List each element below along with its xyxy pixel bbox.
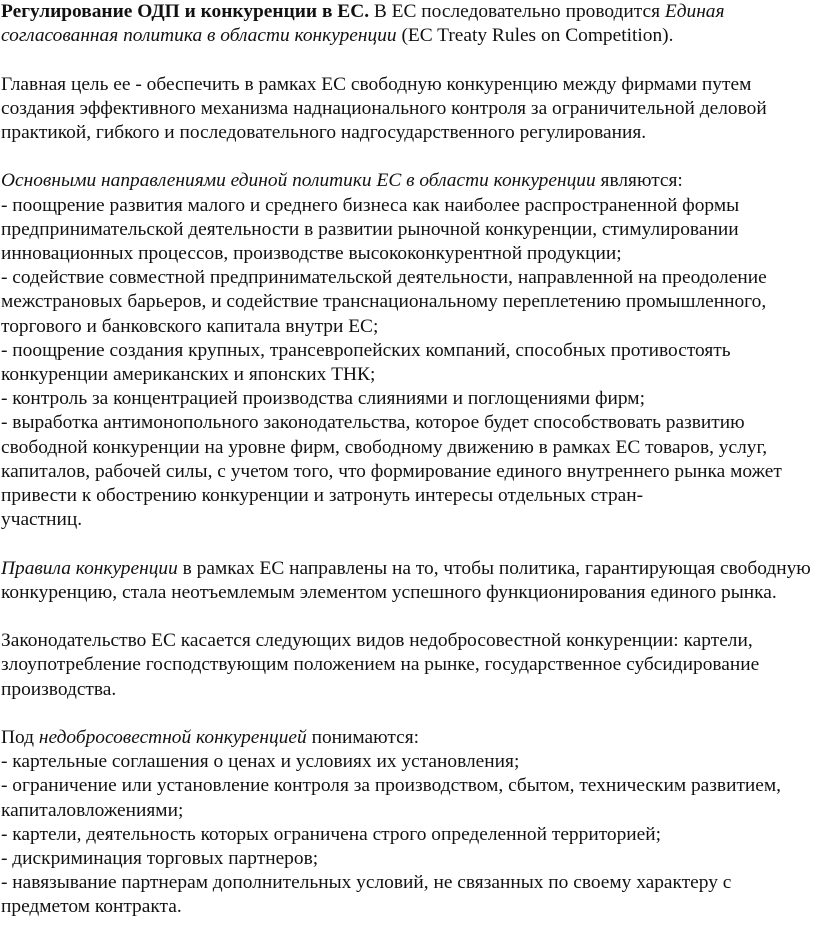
rules-text: в рамках ЕС направлены на то, чтобы политика, гарантирующая свободную конкуренцию, стала неотъемлемым элементом успешного функционирования единого рынка. — [1, 557, 811, 603]
goal-paragraph: Главная цель ее - обеспечить в рамках ЕС свободную конкуренцию между фирмами путем создания эффективного механизма наднационального контроля за ограничительной деловой практикой, гибкого и последовательного надгосударственного регулирования. — [1, 73, 767, 143]
unfair-item: - картели, деятельность которых ограничена строго определенной территорией; — [1, 823, 662, 845]
paragraph-gap — [1, 145, 816, 169]
unfair-suffix: понимаются: — [306, 727, 420, 749]
directions-heading-term: Основными направлениями единой политики ЕС в области конкуренции — [1, 170, 596, 192]
unfair-term: недобросовестной конкуренцией — [38, 727, 307, 749]
rules-paragraph — [1, 557, 816, 605]
document-title: Регулирование ОДП и конкуренции в ЕС. — [1, 1, 370, 22]
unfair-prefix: Под — [1, 727, 39, 749]
intro-paragraph — [1, 0, 816, 48]
intro-text-2: (EC Treaty Rules on Competition). — [396, 25, 674, 47]
policy-name: Единая согласованная политика в области конкуренции — [1, 1, 725, 47]
paragraph-gap — [1, 605, 816, 629]
directions-item: - содействие совместной предпринимательской деятельности, направленной на преодоление межстрановых барьеров, и содействие транснациональному переплетению промышленного, торгового и банковского капитала внутри ЕС; — [1, 267, 767, 337]
directions-heading-tail: являются: — [595, 170, 683, 192]
legislation-paragraph: Законодательство ЕС касается следующих видов недобросовестной конкуренции: картели, злоупотребление господствующим положением на рынке, государственное субсидирование производства. — [1, 630, 760, 700]
unfair-item: - дискриминация торговых партнеров; — [1, 848, 319, 870]
intro-text-1: В ЕС последовательно проводится — [369, 1, 665, 22]
paragraph-gap — [1, 702, 816, 726]
directions-item: - поощрение развития малого и среднего бизнеса как наиболее распространенной формы предпринимательской деятельности в развитии рыночной конкуренции, стимулировании инновационных процессов, производстве высококонкурентной продукции; — [1, 194, 740, 264]
unfair-item: - ограничение или установление контроля за производством, сбытом, техническим развитием, капиталовложениями; — [1, 775, 782, 821]
unfair-item: - навязывание партнерам дополнительных условий, не связанных по своему характеру с предметом контракта. — [1, 872, 732, 918]
directions-item: - поощрение создания крупных, трансевропейских компаний, способных противостоять конкуренции американских и японских ТНК; — [1, 339, 731, 386]
paragraph-gap — [1, 532, 816, 556]
unfair-item: - картельные соглашения о ценах и условиях их установления; — [1, 751, 520, 773]
rules-term: Правила конкуренции — [1, 557, 178, 579]
directions-item: - выработка антимонопольного законодательства, которое будет способствовать развитию свободной конкуренции на уровне фирм, свободному движению в рамках ЕС товаров, услуг, капиталов, рабочей силы, с учетом того, что формирование единого внутреннего рынка может привести к обострению конкуренции и затронуть интересы отдельных стран- участниц. — [1, 412, 782, 531]
directions-heading — [1, 169, 816, 193]
directions-item: - контроль за концентрацией производства слияниями и поглощениями фирм; — [1, 388, 645, 410]
unfair-heading — [1, 726, 816, 750]
paragraph-gap — [1, 48, 816, 72]
